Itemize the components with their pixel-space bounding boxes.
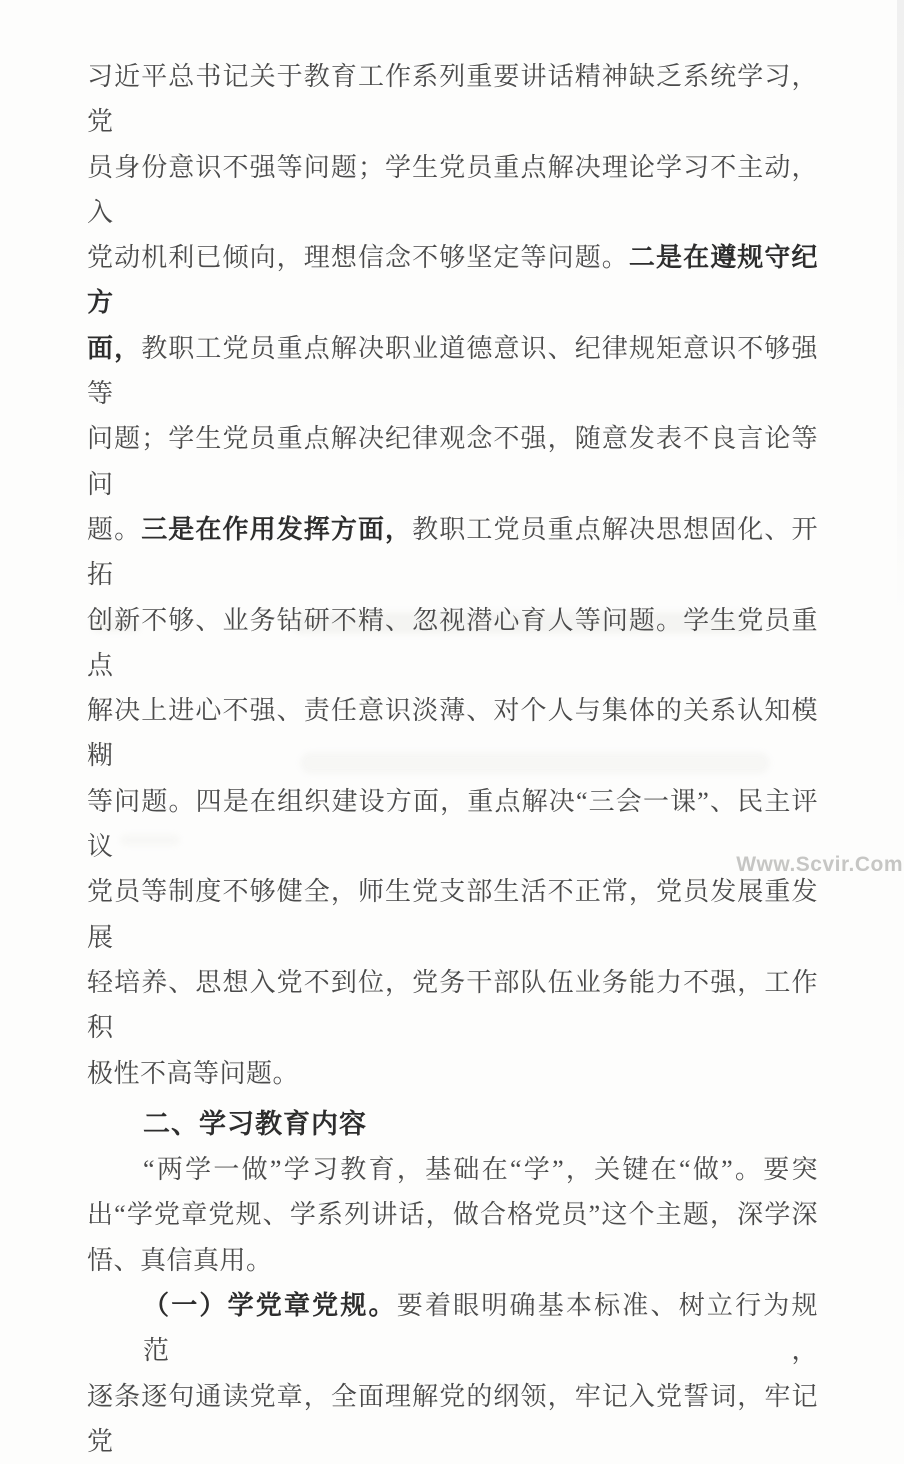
bold-heading-inline: 三是在作用发挥方面，	[141, 513, 413, 544]
line-text: 创新不够、业务钻研不精、忽视潜心育人等问题。学生党员重点	[87, 605, 818, 680]
line-text: 逐条逐句通读党章，全面理解党的纲领，牢记入党誓词，牢记党	[87, 1381, 818, 1456]
line-text: 习近平总书记关于教育工作系列重要讲话精神缺乏系统学习，党	[87, 62, 818, 137]
bold-heading-inline: 二是在遵规守纪方	[87, 242, 818, 318]
scan-edge-shadow	[897, 0, 904, 615]
watermark: Www.Scvir.Com	[736, 853, 903, 876]
line-text: 等问题。四是在组织建设方面，重点解决“三会一课”、民主评议	[87, 786, 818, 862]
line-text: 极性不高等问题。	[87, 1058, 300, 1088]
text-line-12	[87, 1051, 818, 1096]
line-text: 教职工党员重点解决思想固化、开拓	[87, 514, 818, 590]
line-text: 轻培养、思想入党不到位，党务干部队伍业务能力不强，工作积	[87, 967, 818, 1043]
text-line-2	[87, 145, 818, 236]
line-text: “两学一做”学习教育，基础在“学”，关键在“做”。要突	[143, 1155, 818, 1185]
text-line-17	[87, 1283, 818, 1374]
line-text: 解决上进心不强、责任意识淡薄、对个人与集体的关系认知模糊	[87, 696, 818, 771]
subsection-heading-inline: （一）学党章党规。	[143, 1290, 397, 1321]
section-heading-text: 二、学习教育内容	[143, 1108, 367, 1139]
section-heading	[87, 1102, 818, 1147]
text-line-11	[87, 960, 818, 1051]
line-text: 党员等制度不够健全，师生党支部生活不正常，党员发展重发展	[87, 877, 818, 952]
line-text: 党动机利已倾向，理想信念不够坚定等问题。	[87, 243, 629, 273]
line-text: 要着眼明确基本标准、树立行为规范，	[143, 1291, 818, 1366]
text-line-15	[87, 1192, 818, 1237]
text-line-1	[87, 54, 818, 145]
document-body	[87, 54, 818, 1464]
text-line-10	[87, 869, 818, 960]
text-line-3	[87, 235, 818, 326]
line-text: 教职工党员重点解决职业道德意识、纪律规矩意识不够强等	[87, 333, 818, 409]
text-line-5	[87, 416, 818, 507]
text-line-9	[87, 779, 818, 870]
line-text: 题。	[87, 514, 142, 544]
line-text: 问题；学生党员重点解决纪律观念不强，随意发表不良言论等问	[87, 424, 818, 499]
text-line-4	[87, 326, 818, 417]
text-line-7	[87, 598, 818, 689]
line-text: 出“学党章党规、学系列讲话，做合格党员”这个主题，深学深	[87, 1200, 818, 1230]
text-line-8	[87, 688, 818, 779]
text-line-18	[87, 1374, 818, 1464]
line-text: 悟、真信真用。	[87, 1245, 273, 1275]
bold-heading-inline: 面，	[87, 332, 142, 363]
text-line-14	[87, 1147, 818, 1192]
line-text: 员身份意识不强等问题；学生党员重点解决理论学习不主动，入	[87, 152, 818, 227]
text-line-16	[87, 1238, 818, 1283]
text-line-6	[87, 507, 818, 598]
